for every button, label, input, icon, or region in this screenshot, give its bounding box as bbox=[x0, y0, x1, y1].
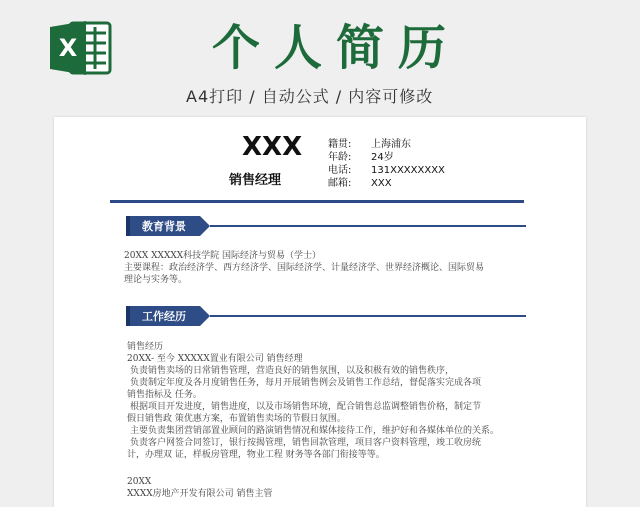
info-value: 24岁 bbox=[371, 152, 394, 163]
section-tab bbox=[126, 216, 200, 236]
section-title: 工作经历 bbox=[142, 310, 186, 323]
section-line bbox=[210, 225, 526, 227]
banner-title: 个人简历 bbox=[212, 20, 461, 76]
section-line bbox=[210, 315, 526, 317]
work-line: 20XX bbox=[127, 477, 152, 487]
work-line: 主要负责集团营销部置业顾问的路演销售情况和媒体接待工作，维护好和各媒体单位的关系。 bbox=[130, 426, 500, 436]
info-label: 籍贯: bbox=[328, 139, 352, 150]
work-line: 计，办理双 证，样板房管理，物业工程 财务等各部门衔接等等。 bbox=[127, 450, 385, 460]
excel-icon bbox=[50, 19, 112, 77]
work-line: 根据项目开发进度，销售进度，以及市场销售环境，配合销售总监调整销售价格，制定节 bbox=[130, 402, 482, 412]
info-label: 电话: bbox=[328, 165, 352, 176]
education-courses: 主要课程：政治经济学、西方经济学、国际经济学、计量经济学、世界经济概论、国际贸易 bbox=[124, 263, 485, 273]
section-tab bbox=[126, 306, 200, 326]
work-line: 销售经历 bbox=[127, 342, 164, 352]
info-row-age bbox=[328, 151, 445, 164]
work-line: 负责制定年度及各月度销售任务，每月开展销售例会及销售工作总结，督促落实完成各项 bbox=[130, 378, 482, 388]
section-title: 教育背景 bbox=[142, 220, 186, 233]
info-value: 上海浦东 bbox=[371, 139, 411, 150]
info-row-phone bbox=[328, 164, 445, 177]
excel-logo-letter: X bbox=[58, 34, 78, 62]
info-row-origin bbox=[328, 138, 445, 151]
section-header-work bbox=[126, 306, 526, 326]
resume-position: 销售经理 bbox=[229, 173, 282, 188]
work-line: 假日销售政 策优惠方案，布置销售卖场的节假日氛围。 bbox=[127, 414, 346, 424]
work-line: 20XX- 至今 XXXXX置业有限公司 销售经理 bbox=[127, 354, 303, 364]
resume-sheet bbox=[54, 117, 586, 507]
info-label: 年龄: bbox=[328, 152, 352, 163]
banner-subtitle: A4打印 / 自动公式 / 内容可修改 bbox=[186, 87, 434, 106]
work-line: 销售指标及 任务。 bbox=[127, 390, 202, 400]
work-line: XXXX房地产开发有限公司 销售主管 bbox=[127, 489, 273, 499]
section-header-education bbox=[126, 216, 526, 236]
education-courses-cont: 理论与实务等。 bbox=[124, 275, 188, 285]
education-line: 20XX XXXXX科技学院 国际经济与贸易（学士） bbox=[124, 251, 322, 261]
info-value: XXX bbox=[371, 178, 392, 189]
info-label: 邮箱: bbox=[328, 178, 352, 189]
personal-info bbox=[328, 138, 445, 190]
section-arrow bbox=[200, 306, 210, 326]
work-line: 负责客户网签合同签订，银行按揭管理，销售回款管理，项目客户资料管理，竣工收房统 bbox=[130, 438, 482, 448]
resume-name: XXX bbox=[242, 132, 303, 162]
header-divider bbox=[110, 200, 524, 203]
info-value: 131XXXXXXXX bbox=[371, 165, 445, 176]
section-arrow bbox=[200, 216, 210, 236]
info-row-email bbox=[328, 177, 445, 190]
work-line: 负责销售卖场的日常销售管理，营造良好的销售氛围，以及积极有效的销售秩序， bbox=[130, 366, 455, 376]
